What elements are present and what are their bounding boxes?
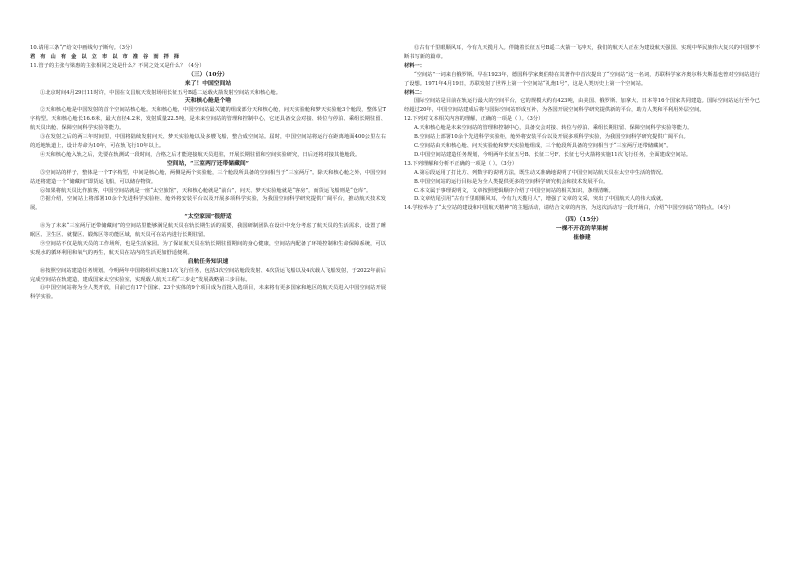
left-paragraph: ⑤空间站的样子，整体是一个T字构型，中间是核心舱，两侧是两个实验舱，三个舱段所具备的空间相当于“三室两厅”。除天和核心舱之外，中国空间站还将建造一个“储藏间”即货运飞船，可以储存物资。 <box>30 169 386 185</box>
left-paragraph: “太空家园”很舒适 <box>184 214 232 221</box>
right-paragraph: B.中国空间站的运行目标是为全人类提供更多的空间科学研究机会和技术发展平台。 <box>414 178 609 185</box>
left-paragraph: ⑩按照空间站建造任务规划，今明两年中国将组织实施11次飞行任务，包括3次空间站舱段发射、4次货运飞船以及4次载人飞船发射，于2022年前后完成空间站在轨建造，建成国家太空实验室，实现载人航天工程“三步走”发展战略第三步目标。 <box>30 267 386 283</box>
left-paragraph: 10.请用三条“/”给文中画线句子断句。（3分） <box>30 45 136 51</box>
left-paragraph: ①北京时间4月29日11时许，中国在文昌航天发射场用长征五号B遥二运载火箭发射空间站天和核心舱。 <box>40 89 282 96</box>
right-paragraph: 国际空间站是目前在轨运行最大的空间平台，它的规模大约有423吨，由美国、俄罗斯、加拿大、日本等16个国家共同建造。国际空间站运行至今已经超过20年，中国空间站建成后将与国际空间站形成互补，为各国开展空间科学研究提供新的平台，助力人类和平利用外层空间。 <box>404 98 760 114</box>
right-paragraph: “空间站”一词来自俄罗斯。早在1923年，德国科学家奥伯特在其著作中首次提出了“空间站”这一名词，苏联科学家齐奥尔科夫斯基也曾对空间站进行了设想。1971年4月19日，苏联发射了世界上第一个空间站“礼炮1号”，这是人类历史上第一个空间站。 <box>404 71 760 87</box>
right-column <box>404 44 760 243</box>
left-paragraph: ③在发射之后的两三年时间里，中国将陆续发射问天、梦天实验舱以及多艘飞船，整合成空间站。届时，中国空间站将运行在距离地面400公里左右的近地轨道上，设计寿命为10年，可在轨飞行10年以上。 <box>30 134 386 149</box>
left-paragraph: 天和核心舱是个啥 <box>184 98 232 105</box>
left-paragraph: ⑦据介绍，空间站上将部署10余个先进科学实验柜、舱外将安装平台以及开展多项科学实验，为我国空间科学研究提供广阔平台，推动航天技术发展。 <box>30 196 386 212</box>
left-paragraph: ⑨空间站不仅是航天员的工作场所，也是生活家园。为了保证航天员在轨长期驻留期间的身心健康，空间站内配备了环境控制和生命保障系统，可以实现水的循环利用和氧气的再生，航天员在站内的生活更加舒适便利。 <box>30 240 386 256</box>
right-paragraph: A.第⑥段运用了打比方、列数字的说明方法，既生动又准确地说明了中国空间站航天员在太空中生活的情况。 <box>414 169 667 176</box>
left-paragraph: （三）（10分） <box>188 71 228 78</box>
right-paragraph: 一棵不开花的苹果树 <box>555 226 609 233</box>
left-paragraph: ⑪中国空间站将为全人类开放，目前已有17个国家、23个实体的9个项目成为首批入选项目，未来将有更多国家和地区的航天员进入中国空间站开展科学实验。 <box>30 285 386 301</box>
right-paragraph: ⑫古有千里眼顺风耳，今有九天揽月人。伴随着长征五号B遥二火箭一飞冲天，我们的航天人正在为建设航天强国、实现中华民族伟大复兴的中国梦不断书写新的篇章。 <box>404 45 760 60</box>
left-paragraph: 空间站，“三室两厅还带储藏间” <box>166 160 250 167</box>
right-paragraph: 14.学校举办了“太空站的建设和中国航天精神”的主题活动，请结合文章的内容，为这次活动写一段开场白，介绍“中国空间站”的特点。（4分） <box>404 205 734 212</box>
right-paragraph: B.空间站上部署10余个先进科学实验柜，舱外将安装平台以及开展多项科学实验，为我国空间科学研究提供广阔平台。 <box>414 134 689 141</box>
left-paragraph: ④天和核心舱入轨之后，先要在轨测试一段时间，合格之后才能迎接航天员进驻，开展长期驻留和空间实验研究，日后还将对接其他舱段。 <box>40 151 361 158</box>
right-paragraph: 材料二： <box>404 89 425 96</box>
left-paragraph: ②天和核心舱是中国发射的首个空间站核心舱。天和核心舱，中国空间站最关键的组成部分天和核心舱，问天实验舱和梦天实验舱3个舱段，整体呈T字构型。天和核心舱长16.6米，最大直径4.2米，发射质量22.5吨，是未来空间站的管理和控制中心，它还具备交会对接、转位与停泊、乘组长期驻留、航天员出舱、保障空间科学实验等能力。 <box>30 107 386 132</box>
left-paragraph: 君 有 山 有 金 以 立 市 以 市 准 谷 而 拌 择 <box>30 53 181 60</box>
left-paragraph: ⑧为了未来“三室两厅还带储藏间”的空间站里能够满足航天员在轨长期生活的需要，我国研制团队在设计中充分考虑了航天员的生活需求，设置了睡眠区、卫生区、就餐区、锻炼区等功能区域，航天员可在站内进行长期驻留。 <box>30 223 386 239</box>
left-paragraph: 11.管子的主张与梁惠的主张相同之处是什么？不同之处又是什么？（4分） <box>30 62 205 69</box>
left-paragraph: ⑥如果将航天员比作旅客，中国空间站就是一座“太空旅馆”，天和核心舱就是“前台”，问天、梦天实验舱就是“客房”，而货运飞船则是“仓库”。 <box>40 187 372 194</box>
left-paragraph: 启航任务知识速 <box>187 258 229 265</box>
left-paragraph: 来了！中国空间站 <box>184 80 232 87</box>
right-paragraph: C.本文属于事理说明文，文章按照逻辑顺序介绍了中国空间站的相关知识，条理清晰。 <box>414 187 614 194</box>
right-paragraph: A.天和核心舱是未来空间站的管理和控制中心，具备交会对接、转位与停泊、乘组长期驻留、保障空间科学实验等能力。 <box>414 125 693 132</box>
right-paragraph: C.空间站由天和核心舱、问天实验舱和梦天实验舱组成，三个舱段所具备的空间相当于“三室两厅还带储藏间”。 <box>414 142 672 149</box>
left-column <box>30 44 386 302</box>
right-paragraph: 12.下列对文本相关内容的理解，正确的一项是（ ）。（3分） <box>404 116 544 123</box>
right-paragraph: D.文章结尾引用“古有千里眼顺风耳，今有九天揽月人”，增强了文章的文采，突出了中国航天人的伟大成就。 <box>414 196 667 203</box>
right-paragraph: （四）（15分） <box>562 217 602 224</box>
right-paragraph: 13.下列理解和分析不正确的一项是（ ）。（3分） <box>404 160 518 167</box>
right-paragraph: 崔修建 <box>573 235 591 242</box>
right-paragraph: D.中国空间站建造任务规划，今明两年长征五号B、长征二号F、长征七号火箭将实施11次飞行任务，全面建成空间站。 <box>414 151 692 158</box>
right-paragraph: 材料一： <box>404 62 425 69</box>
